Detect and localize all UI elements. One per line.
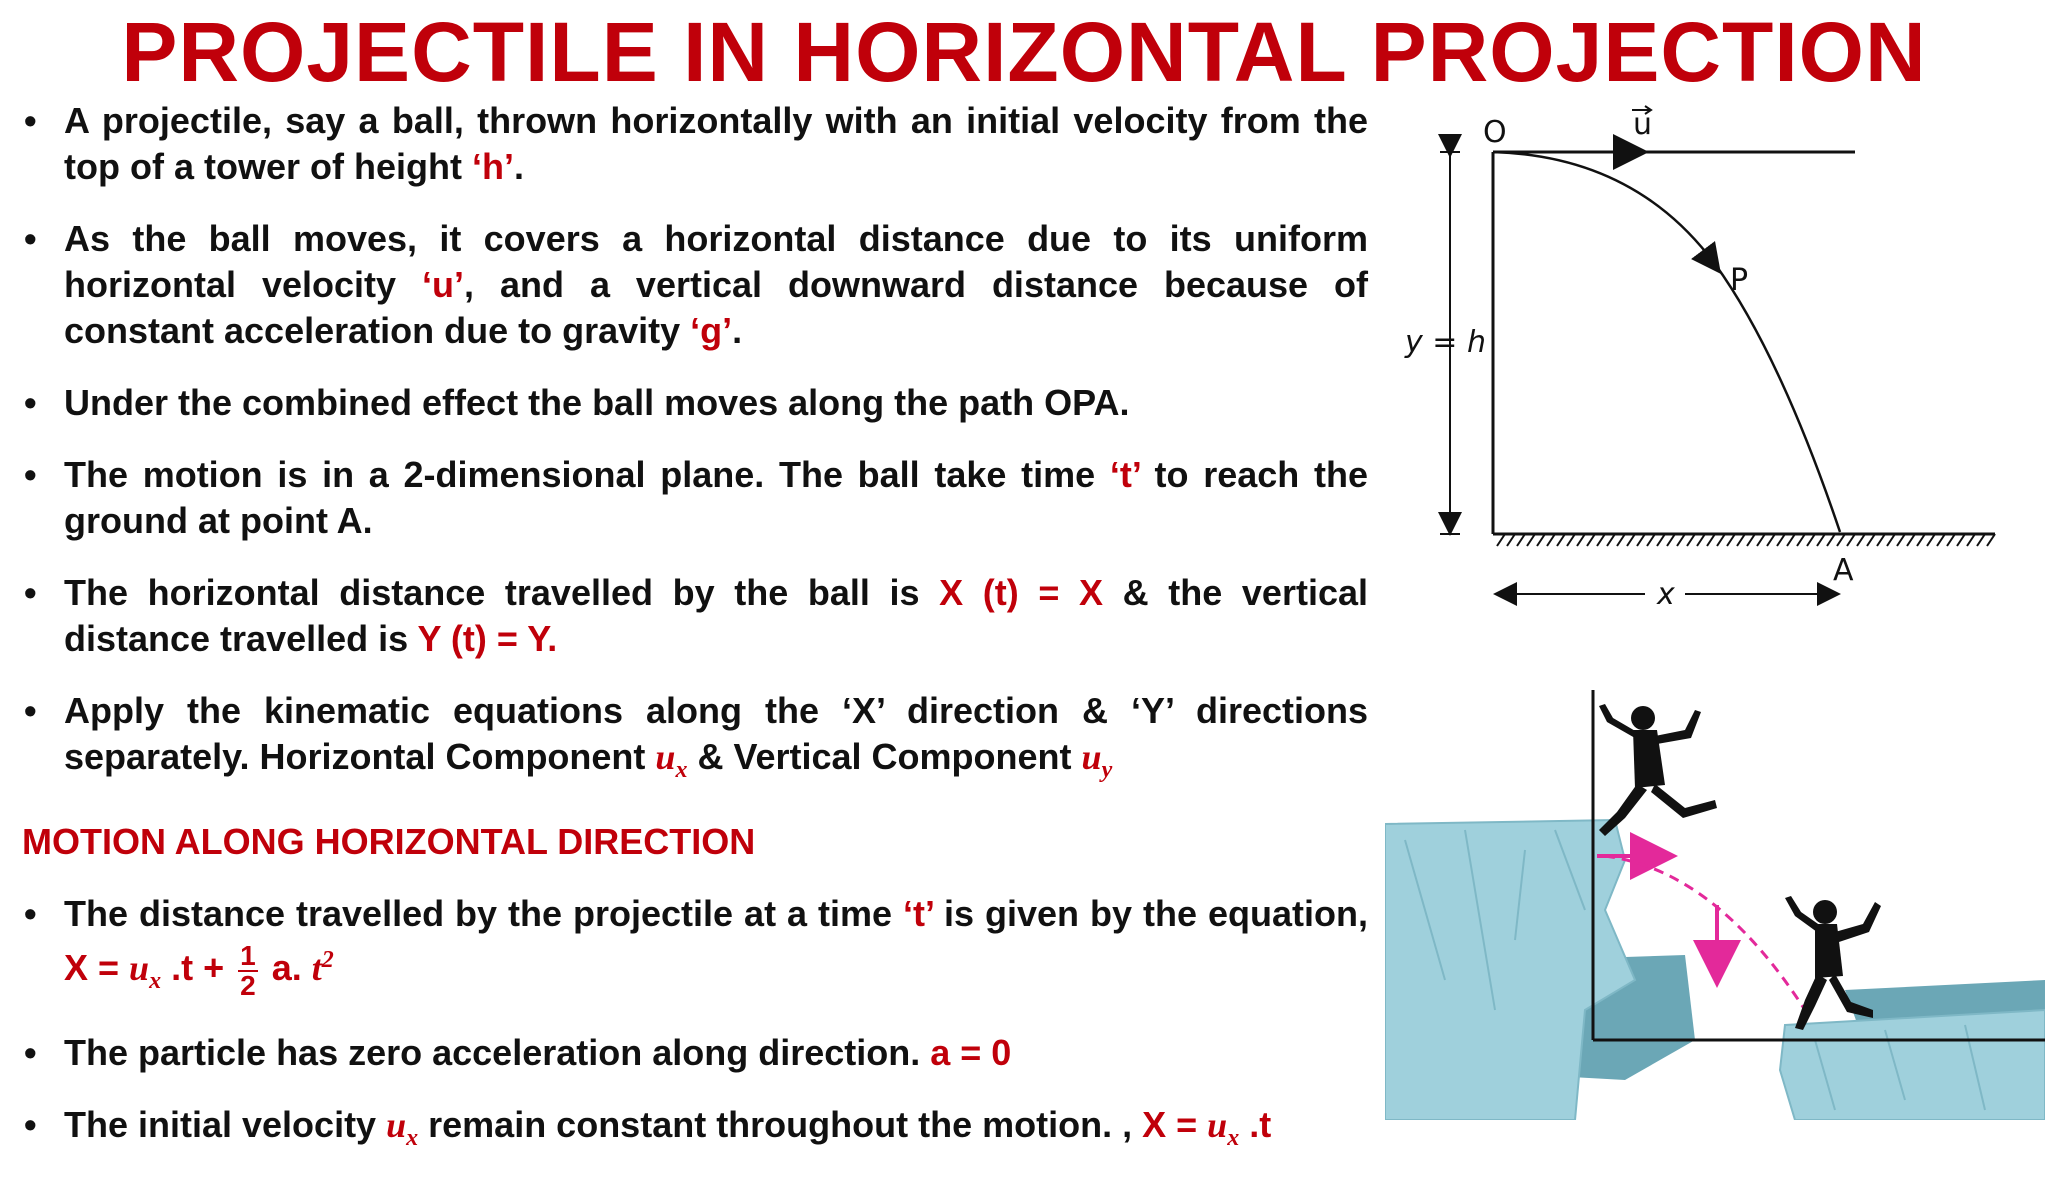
bullet-item: • The initial velocity $u_x$ remain constant throughout the motion. , $X = u_x$ .t	[22, 1102, 1368, 1161]
label-x: x	[1657, 577, 1675, 612]
bullet-item: • A projectile, say a ball, thrown horizontally with an initial velocity from the top of a tower of height ‘h’.	[22, 98, 1368, 190]
math-ux: $u_x$	[1207, 1105, 1240, 1152]
bullet-item: • The motion is in a 2-dimensional plane. The ball take time ‘t’ to reach the ground at point A.	[22, 452, 1368, 544]
ground-hatch	[1497, 534, 1995, 546]
label-o: O	[1483, 115, 1507, 150]
trajectory-arrow	[1703, 250, 1718, 270]
jumping-scene-illustration	[1385, 680, 2045, 1120]
right-cliff	[1780, 1010, 2045, 1120]
math-t-squared: $t^2$	[311, 947, 334, 989]
math-ux: $u_x$	[655, 737, 688, 784]
trajectory-curve	[1493, 152, 1840, 532]
fraction-half: $\frac{1}{2}$	[240, 939, 256, 1001]
bullet-item: • The particle has zero acceleration along direction. a = 0	[22, 1030, 1368, 1076]
label-p: P	[1730, 263, 1749, 298]
bullet-item: • The horizontal distance travelled by the ball is X (t) = X & the vertical distance travelled is Y (t) = Y.	[22, 570, 1368, 662]
label-y-equals-h: y = h	[1405, 325, 1486, 360]
bullet-item: • As the ball moves, it covers a horizontal distance due to its uniform horizontal velocity ‘u’, and a vertical downward distance because of constant acceleration due to gravity ‘g’.	[22, 216, 1368, 354]
bullet-item: • Apply the kinematic equations along the ‘X’ direction & ‘Y’ directions separately. Horizontal Component $u_x$ & Vertical Component $u_y$	[22, 688, 1368, 793]
jumper-silhouette-top	[1599, 704, 1717, 836]
bullet-item: • The distance travelled by the projectile at a time ‘t’ is given by the equation, $X = u_x$ .t + $\frac{1}{2}$ a. $t^2$	[22, 891, 1368, 1004]
projectile-diagram	[1385, 104, 2015, 624]
label-a: A	[1833, 553, 1854, 588]
bullet-item: • Under the combined effect the ball moves along the path OPA.	[22, 380, 1368, 426]
content-text	[22, 98, 1368, 1188]
math-uy: $u_y$	[1081, 737, 1113, 784]
math-ux: $u_x$	[386, 1105, 419, 1152]
math-ux: $u_x$	[129, 948, 162, 995]
section-heading: MOTION ALONG HORIZONTAL DIRECTION	[22, 821, 756, 863]
jumper-silhouette-bottom	[1785, 896, 1881, 1030]
label-u: u	[1633, 107, 1653, 142]
page-title: PROJECTILE IN HORIZONTAL PROJECTION	[121, 5, 1927, 99]
